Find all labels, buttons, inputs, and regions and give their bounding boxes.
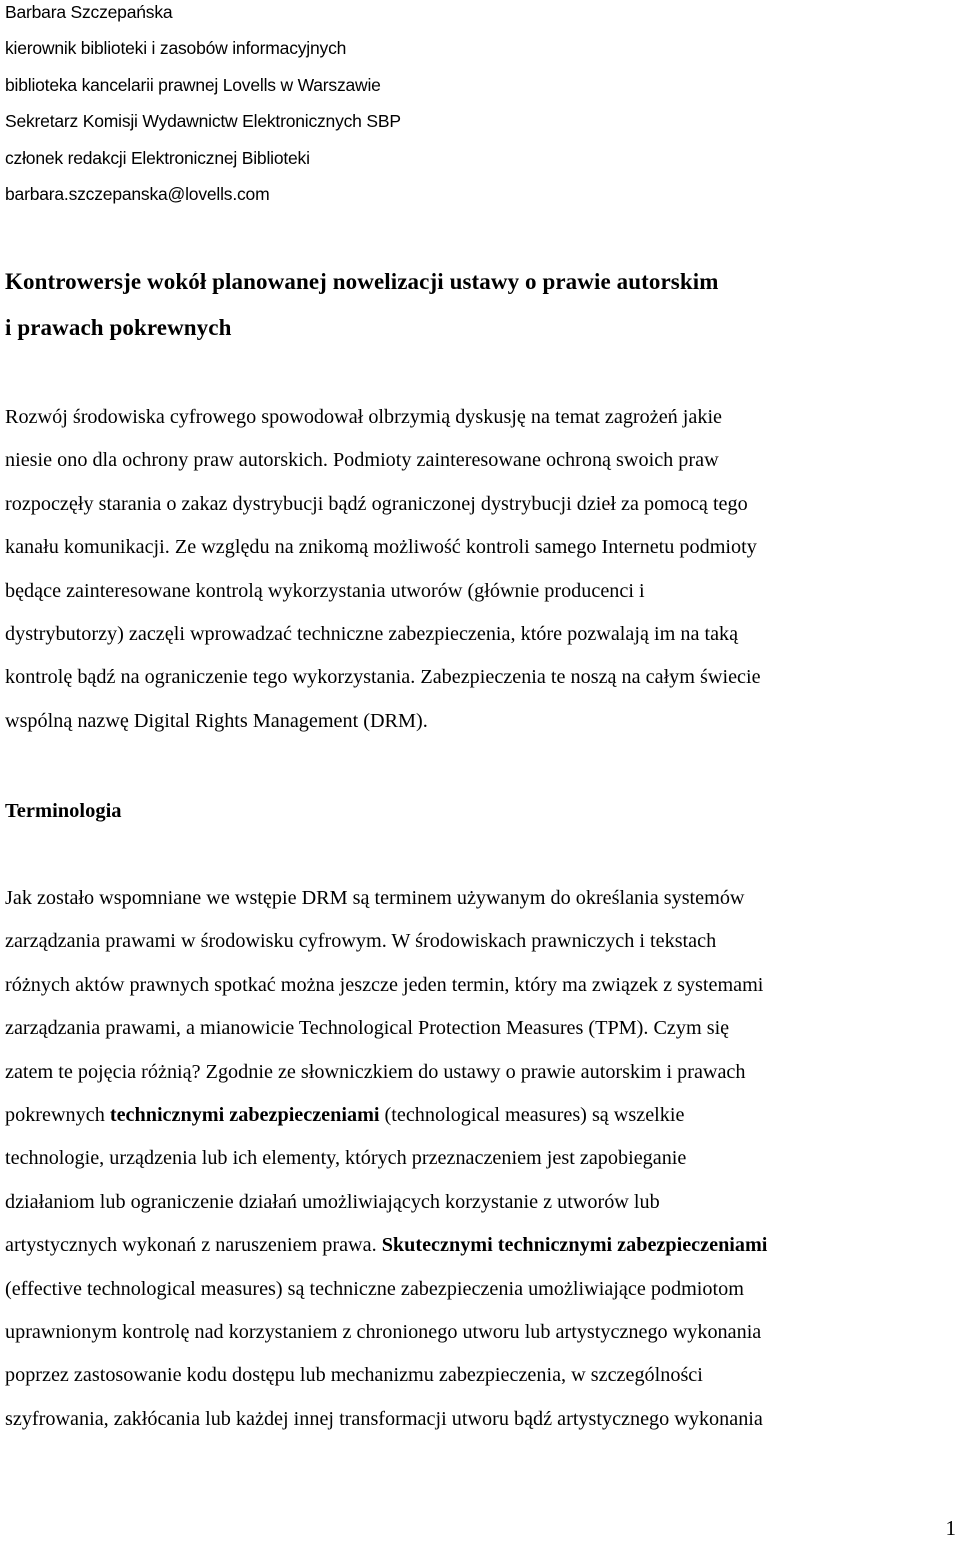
page-number: 1 [945, 1516, 956, 1540]
article-title [5, 259, 955, 351]
text-line: niesie ono dla ochrony praw autorskich. Podmioty zainteresowane ochroną swoich praw [5, 449, 719, 472]
text-line: (effective technological measures) są techniczne zabezpieczenia umożliwiające podmiotom [5, 1277, 744, 1300]
text-line: Jak zostało wspomniane we wstępie DRM są terminem używanym do określania systemów [5, 887, 745, 909]
text-line [5, 1224, 960, 1267]
text-line: kontrolę bądź na ograniczenie tego wykorzystania. Zabezpieczenia te noszą na całym świecie [5, 666, 761, 689]
text-line: szyfrowania, zakłócania lub każdej innej transformacji utworu bądź artystycznego wykonania [5, 1407, 763, 1430]
text-line: technologie, urządzenia lub ich elementy, których przeznaczeniem jest zapobieganie [5, 1147, 687, 1170]
text-line: będące zainteresowane kontrolą wykorzystania utworów (głównie producenci i [5, 579, 645, 602]
text-line: poprzez zastosowanie kodu dostępu lub mechanizmu zabezpieczenia, w szczególności [5, 1364, 703, 1387]
text-line: Rozwój środowiska cyfrowego spowodował olbrzymią dyskusję na temat zagrożeń jakie [5, 406, 723, 428]
author-email: barbara.szczepanska@lovells.com [5, 184, 270, 205]
author-role-editor: członek redakcji Elektronicznej Biblioteki [5, 147, 310, 168]
text-line: zarządzania prawami, a mianowicie Technological Protection Measures (TPM). Czym się [5, 1017, 730, 1040]
text-line: rozpoczęły starania o zakaz dystrybucji bądź ograniczonej dystrybucji dzieł za pomocą tego [5, 492, 748, 515]
text-line: zatem te pojęcia różnią? Zgodnie ze słowniczkiem do ustawy o prawie autorskim i prawach [5, 1060, 746, 1083]
author-position: kierownik biblioteki i zasobów informacyjnych [5, 38, 347, 59]
text-line: zarządzania prawami w środowisku cyfrowym. W środowiskach prawniczych i tekstach [5, 930, 717, 953]
text-line: dystrybutorzy) zaczęli wprowadzać techniczne zabezpieczenia, które pozwalają im na taką [5, 623, 739, 646]
title-line: i prawach pokrewnych [5, 315, 232, 340]
author-role-secretary: Sekretarz Komisji Wydawnictw Elektronicznych SBP [5, 111, 401, 132]
title-line: Kontrowersje wokół planowanej nowelizacji ustawy o prawie autorskim [5, 269, 719, 294]
defined-term-effective-measures: Skutecznymi technicznymi zabezpieczeniami [381, 1234, 768, 1257]
text-line: działaniom lub ograniczenie działań umożliwiających korzystanie z utworów lub [5, 1190, 660, 1213]
text-segment: artystycznych wykonań z naruszeniem prawa. [5, 1234, 382, 1257]
author-name: Barbara Szczepańska [5, 2, 173, 22]
text-line: kanału komunikacji. Ze względu na znikomą możliwość kontroli samego Internetu podmioty [5, 536, 757, 559]
text-segment: (technological measures) są wszelkie [379, 1104, 685, 1127]
author-affiliation: biblioteka kancelarii prawnej Lovells w Warszawie [5, 74, 381, 95]
text-line: różnych aktów prawnych spotkać można jeszcze jeden termin, który ma związek z systemami [5, 973, 764, 996]
defined-term-technical-measures: technicznymi zabezpieczeniami [109, 1104, 380, 1127]
text-line [5, 1094, 960, 1137]
text-line: wspólną nazwę Digital Rights Management (DRM). [5, 709, 428, 732]
author-block [5, 0, 401, 212]
body-paragraph [5, 877, 960, 1441]
section-heading: Terminologia [5, 800, 122, 822]
text-line: uprawnionym kontrolę nad korzystaniem z chronionego utworu lub artystycznego wykonania [5, 1321, 762, 1344]
intro-paragraph [5, 396, 960, 743]
text-segment: pokrewnych [5, 1104, 110, 1127]
